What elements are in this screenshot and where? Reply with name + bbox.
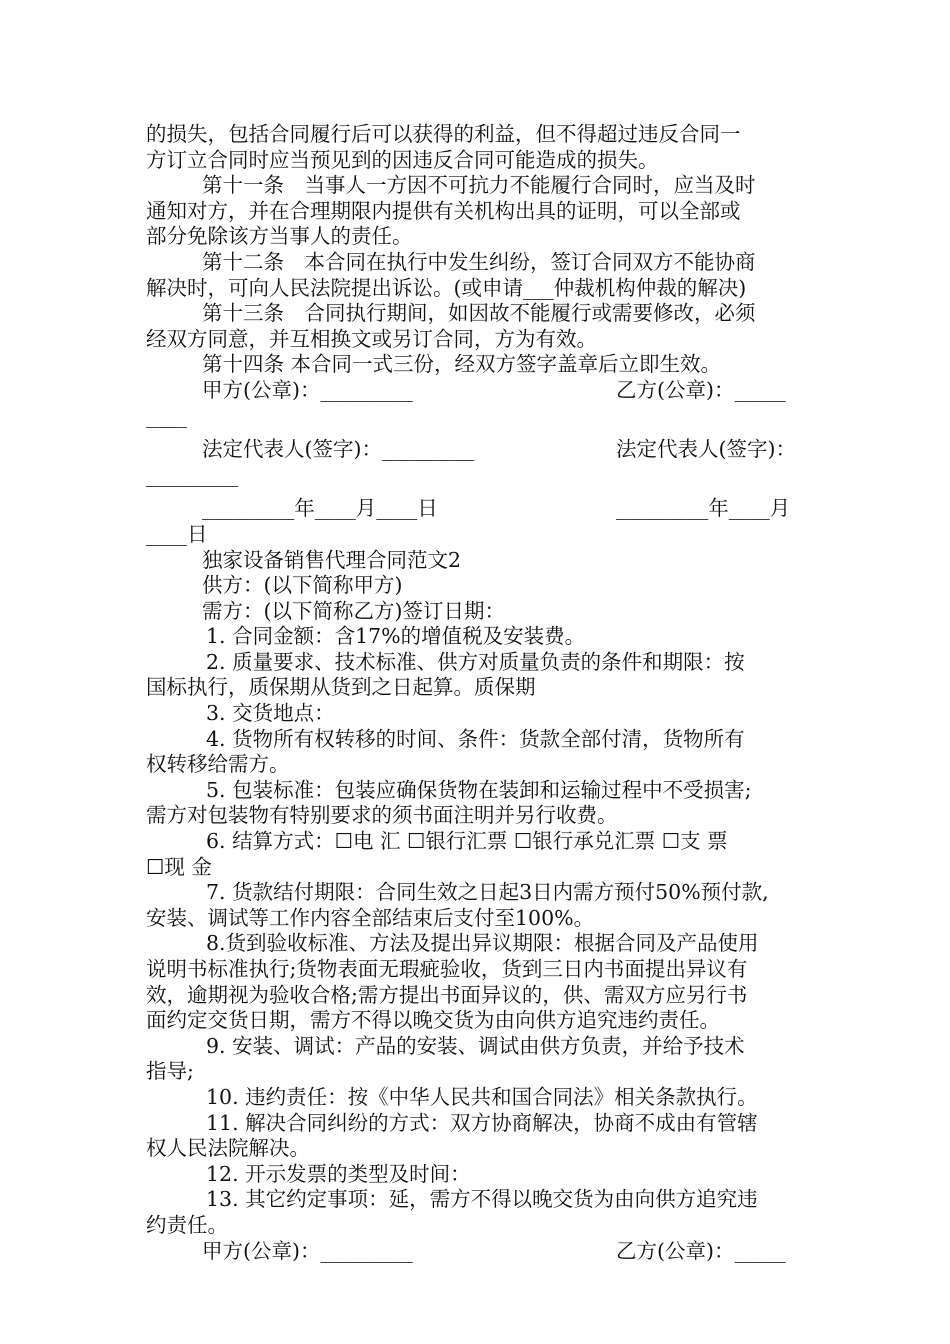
- clause-11: 11. 解决合同纠纷的方式：双方协商解决，协商不成由有管辖: [206, 1110, 758, 1135]
- clause-1: 1. 合同金额：含17%的增值税及安装费。: [206, 624, 586, 649]
- text-line: 约责任。: [146, 1212, 228, 1237]
- clause-6: 6. 结算方式：☐电 汇 ☐银行汇票 ☐银行承兑汇票 ☐支 票: [206, 829, 728, 854]
- party-b-seal-continuation: ____: [146, 403, 187, 428]
- text-line: 经双方同意，并互相换文或另订合同，方为有效。: [146, 326, 597, 351]
- clause-7: 7. 货款结付期限：合同生效之日起3日内需方预付50%预付款,: [206, 880, 769, 905]
- text-line: 解决时，可向人民法院提出诉讼。(或申请___仲裁机构仲裁的解决): [146, 275, 747, 300]
- article-14: 第十四条 本合同一式三份，经双方签字盖章后立即生效。: [202, 352, 722, 377]
- buyer-line: 需方：(以下简称乙方)签订日期：: [202, 598, 505, 623]
- clause-3: 3. 交货地点：: [206, 701, 335, 726]
- contract-2-title: 独家设备销售代理合同范文2: [202, 547, 462, 572]
- party-b-seal-2: 乙方(公章)：_____: [616, 1238, 786, 1263]
- signature-row-representative: [146, 437, 810, 463]
- signature-row-date: [146, 496, 810, 522]
- party-a-seal-2: 甲方(公章)：_________: [202, 1238, 413, 1263]
- article-12: 第十二条 本合同在执行中发生纠纷，签订合同双方不能协商: [202, 249, 756, 274]
- party-a-seal: 甲方(公章)：_________: [202, 377, 413, 402]
- text-line: 面约定交货日期，需方不得以晚交货为由向供方追究违约责任。: [146, 1008, 720, 1033]
- text-line: 权转移给需方。: [146, 752, 290, 777]
- clause-5: 5. 包装标准：包装应确保货物在装卸和运输过程中不受损害;: [206, 777, 752, 802]
- clause-12: 12. 开示发票的类型及时间：: [206, 1161, 471, 1186]
- clause-10: 10. 违约责任：按《中华人民共和国合同法》相关条款执行。: [206, 1084, 758, 1109]
- text-line: 效，逾期视为验收合格;需方提出书面异议的，供、需双方应另行书: [146, 982, 748, 1007]
- text-line: 指导;: [146, 1059, 194, 1084]
- date-b-continuation: ____日: [146, 521, 208, 546]
- document-page: [146, 122, 810, 1264]
- text-line: 方订立合同时应当预见到的因违反合同可能造成的损失。: [146, 147, 659, 172]
- text-line: 通知对方，并在合理期限内提供有关机构出具的证明，可以全部或: [146, 198, 741, 223]
- clause-9: 9. 安装、调试：产品的安装、调试由供方负责，并给予技术: [206, 1033, 745, 1058]
- text-line: 权人民法院解决。: [146, 1136, 310, 1161]
- article-11: 第十一条 当事人一方因不可抗力不能履行合同时，应当及时: [202, 173, 756, 198]
- article-13: 第十三条 合同执行期间，如因故不能履行或需要修改，必须: [202, 301, 756, 326]
- date-b: _________年____月: [616, 496, 791, 521]
- rep-a-signature: 法定代表人(签字)：_________: [202, 437, 475, 462]
- signature-row-party-2: [146, 1239, 810, 1265]
- clause-13: 13. 其它约定事项：延，需方不得以晚交货为由向供方追究违: [206, 1187, 758, 1212]
- rep-b-signature: 法定代表人(签字)：: [616, 437, 796, 462]
- text-line: 部分免除该方当事人的责任。: [146, 224, 413, 249]
- text-line: 国标执行，质保期从货到之日起算。质保期: [146, 675, 536, 700]
- text-line: 安装、调试等工作内容全部结束后支付至100%。: [146, 905, 595, 930]
- party-b-seal: 乙方(公章)：_____: [616, 377, 786, 402]
- signature-row-party: [146, 378, 810, 404]
- rep-b-continuation: _________: [146, 462, 239, 487]
- date-a: _________年____月____日: [202, 496, 438, 521]
- supplier-line: 供方：(以下简称甲方): [202, 573, 403, 598]
- text-line: 的损失，包括合同履行后可以获得的利益，但不得超过违反合同一: [146, 122, 741, 146]
- clause-4: 4. 货物所有权转移的时间、条件：货款全部付清，货物所有: [206, 726, 745, 751]
- clause-2: 2. 质量要求、技术标准、供方对质量负责的条件和期限：按: [206, 649, 745, 674]
- text-line: ☐现 金: [146, 854, 212, 879]
- clause-8: 8.货到验收标准、方法及提出异议期限：根据合同及产品使用: [206, 931, 759, 956]
- text-line: 需方对包装物有特别要求的须书面注明并另行收费。: [146, 803, 618, 828]
- text-line: 说明书标准执行;货物表面无瑕疵验收，货到三日内书面提出异议有: [146, 957, 748, 981]
